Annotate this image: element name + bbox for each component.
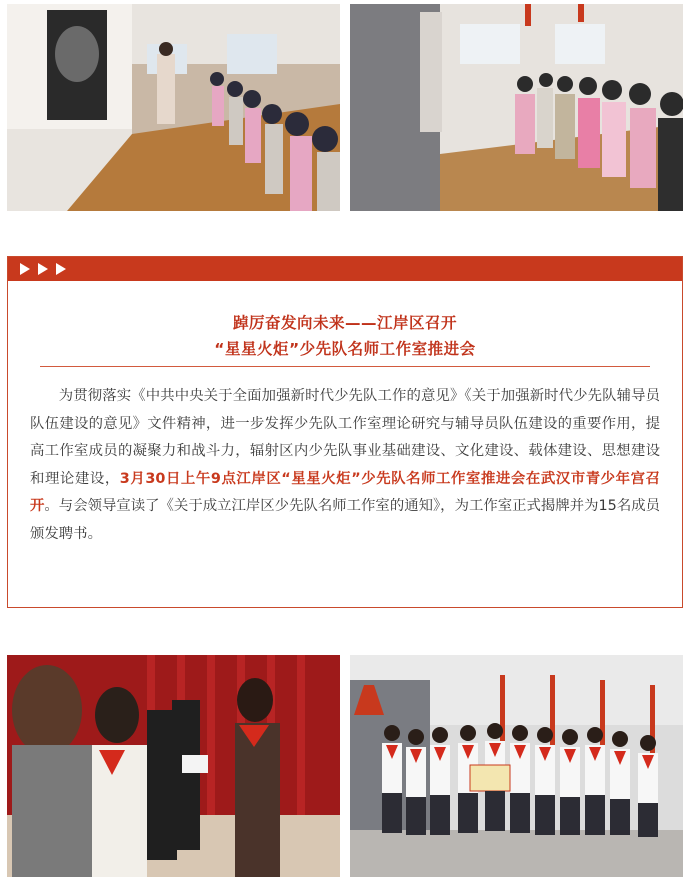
body-text-part-2: 。与会领导宣读了《关于成立江岸区少先队名师工作室的通知》，为工作室正式揭牌并为15名成员颁发聘书。 bbox=[30, 498, 660, 542]
article-title-line-1: 踔厉奋发向未来——江岸区召开 bbox=[232, 314, 457, 332]
card-header-bar bbox=[8, 257, 682, 281]
photo-children-line-exhibit bbox=[350, 4, 683, 211]
photo-group-portrait bbox=[350, 655, 683, 877]
photo-certificate-presentation bbox=[7, 655, 340, 877]
photo-children-portrait-exhibit bbox=[7, 4, 340, 211]
article-card bbox=[7, 256, 683, 608]
body-text-part-1: 为贯彻落实《中共中央关于全面加强新时代少先队工作的意见》《关于加强新时代少先队辅导员队伍建设的意见》文件精神，进一步发挥少先队工作室理论研究与辅导员队伍建设的重要作用，提高工作室成员的凝聚力和战斗力，辐射区内少先队事业基础建设、文化建设、载体建设、思想建设和理论建设， bbox=[30, 388, 660, 487]
body-highlight: 3月30日上午9点江岸区“星星火炬”少先队名师工作室推进会在武汉市青少年宫召开 bbox=[30, 470, 660, 514]
triple-arrow-icon bbox=[20, 263, 66, 275]
article-body bbox=[30, 383, 660, 548]
article-title-line-2: “星星火炬”少先队名师工作室推进会 bbox=[214, 340, 476, 358]
title-divider bbox=[40, 366, 650, 367]
